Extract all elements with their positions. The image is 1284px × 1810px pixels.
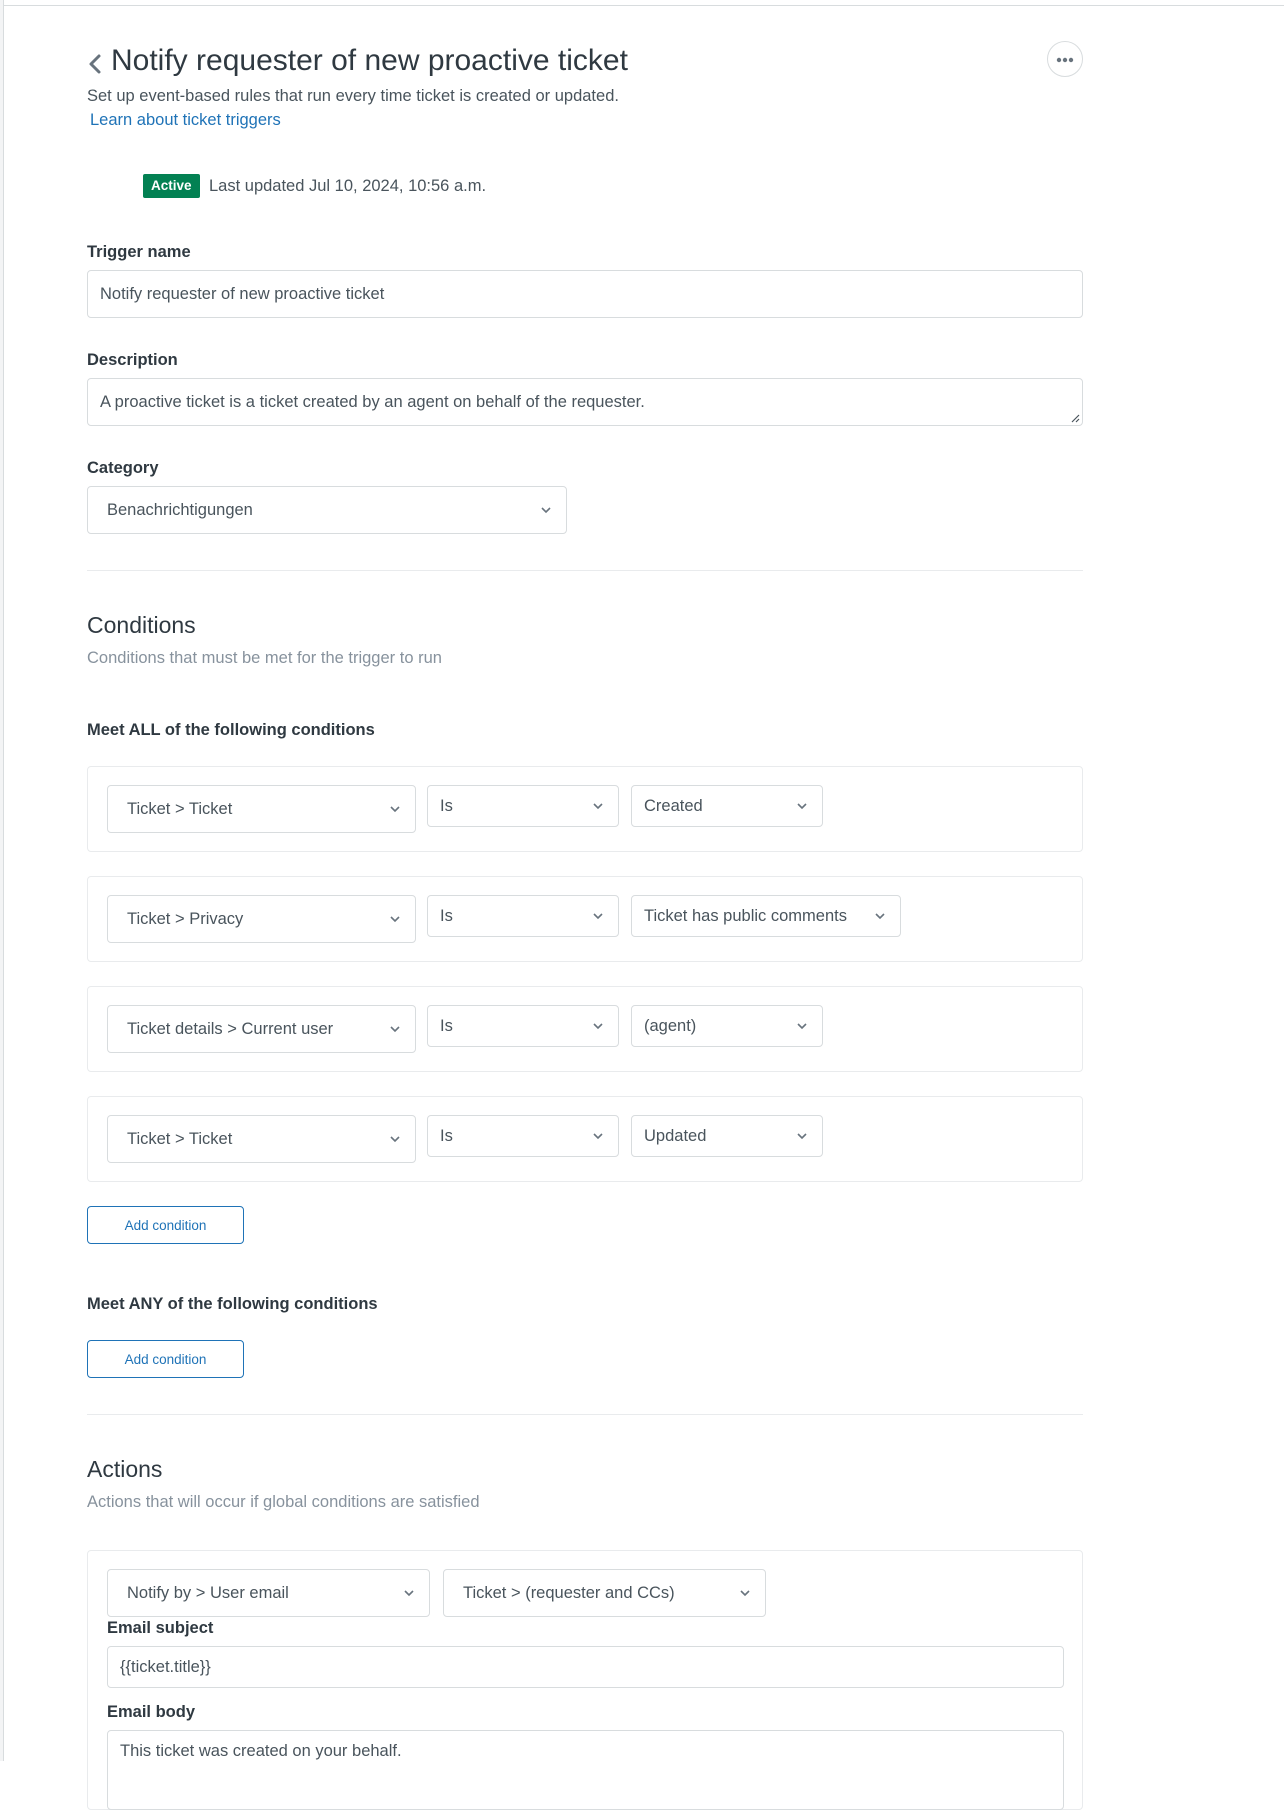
condition-operator-value: Is: [440, 907, 453, 925]
description-text: A proactive ticket is a ticket created by an agent on behalf of the requester.: [100, 393, 645, 411]
condition-value: Created: [644, 797, 703, 815]
resize-handle-icon[interactable]: [1070, 413, 1080, 423]
add-any-condition-button[interactable]: Add condition: [87, 1340, 244, 1378]
category-select[interactable]: [87, 486, 567, 534]
chevron-down-icon: [540, 505, 552, 515]
more-options-button[interactable]: [1047, 41, 1083, 77]
condition-value: Ticket has public comments: [644, 907, 847, 925]
description-label: Description: [87, 351, 178, 369]
condition-operator-value: Is: [440, 1017, 453, 1035]
condition-field-select[interactable]: [107, 895, 416, 943]
action-target-value: Ticket > (requester and CCs): [463, 1584, 675, 1602]
more-horizontal-icon: [1056, 57, 1074, 63]
email-body-textarea[interactable]: This ticket was created on your behalf.: [107, 1730, 1064, 1810]
status-badge: Active: [143, 174, 200, 198]
email-subject-label: Email subject: [107, 1619, 214, 1637]
condition-value: (agent): [644, 1017, 697, 1035]
condition-operator-value: Is: [440, 797, 453, 815]
all-conditions-label: Meet ALL of the following conditions: [87, 721, 375, 739]
condition-operator-select[interactable]: [427, 1005, 619, 1047]
actions-title: Actions: [87, 1456, 163, 1482]
left-edge-panel: [0, 0, 4, 1761]
category-value: Benachrichtigungen: [107, 501, 253, 519]
condition-value-select[interactable]: [631, 1115, 823, 1157]
condition-value-select[interactable]: [631, 785, 823, 827]
chevron-down-icon: [592, 801, 604, 811]
trigger-name-input[interactable]: Notify requester of new proactive ticket: [87, 270, 1083, 318]
chevron-down-icon: [739, 1588, 751, 1598]
conditions-subtitle: Conditions that must be met for the trigger to run: [87, 649, 442, 667]
condition-field-select[interactable]: [107, 1115, 416, 1163]
page-title: Notify requester of new proactive ticket: [111, 44, 628, 77]
condition-row: [87, 986, 1083, 1072]
chevron-down-icon: [389, 1024, 401, 1034]
description-textarea[interactable]: [87, 378, 1083, 426]
chevron-down-icon: [389, 1134, 401, 1144]
condition-field-select[interactable]: [107, 785, 416, 833]
condition-row: [87, 876, 1083, 962]
section-divider: [87, 570, 1083, 571]
add-all-condition-button[interactable]: Add condition: [87, 1206, 244, 1244]
condition-field-value: Ticket > Privacy: [127, 910, 244, 928]
chevron-left-icon[interactable]: [87, 52, 103, 76]
chevron-down-icon: [592, 1021, 604, 1031]
condition-value-select[interactable]: [631, 1005, 823, 1047]
condition-value: Updated: [644, 1127, 707, 1145]
action-field-select[interactable]: [107, 1569, 430, 1617]
chevron-down-icon: [796, 801, 808, 811]
chevron-down-icon: [389, 804, 401, 814]
actions-subtitle: Actions that will occur if global conditions are satisfied: [87, 1493, 480, 1511]
last-updated-text: Last updated Jul 10, 2024, 10:56 a.m.: [209, 177, 487, 195]
condition-field-value: Ticket > Ticket: [127, 800, 233, 818]
condition-operator-value: Is: [440, 1127, 453, 1145]
category-label: Category: [87, 459, 159, 477]
chevron-down-icon: [796, 1021, 808, 1031]
condition-value-select[interactable]: [631, 895, 901, 937]
chevron-down-icon: [592, 911, 604, 921]
email-subject-input[interactable]: {{ticket.title}}: [107, 1646, 1064, 1688]
learn-about-triggers-link[interactable]: Learn about ticket triggers: [90, 111, 281, 129]
page-subtitle: Set up event-based rules that run every time ticket is created or updated.: [87, 87, 619, 105]
conditions-title: Conditions: [87, 612, 196, 638]
trigger-name-label: Trigger name: [87, 243, 191, 261]
chevron-down-icon: [874, 911, 886, 921]
condition-field-value: Ticket details > Current user: [127, 1020, 334, 1038]
any-conditions-label: Meet ANY of the following conditions: [87, 1295, 378, 1313]
action-target-select[interactable]: [443, 1569, 766, 1617]
window-top-border: [0, 0, 1284, 6]
condition-operator-select[interactable]: [427, 785, 619, 827]
chevron-down-icon: [796, 1131, 808, 1141]
condition-field-value: Ticket > Ticket: [127, 1130, 233, 1148]
chevron-down-icon: [389, 914, 401, 924]
chevron-down-icon: [592, 1131, 604, 1141]
email-body-label: Email body: [107, 1703, 196, 1721]
condition-field-select[interactable]: [107, 1005, 416, 1053]
condition-operator-select[interactable]: [427, 895, 619, 937]
section-divider: [87, 1414, 1083, 1415]
condition-row: [87, 766, 1083, 852]
condition-operator-select[interactable]: [427, 1115, 619, 1157]
condition-row: [87, 1096, 1083, 1182]
action-field-value: Notify by > User email: [127, 1584, 289, 1602]
action-row: [87, 1550, 1083, 1810]
chevron-down-icon: [403, 1588, 415, 1598]
